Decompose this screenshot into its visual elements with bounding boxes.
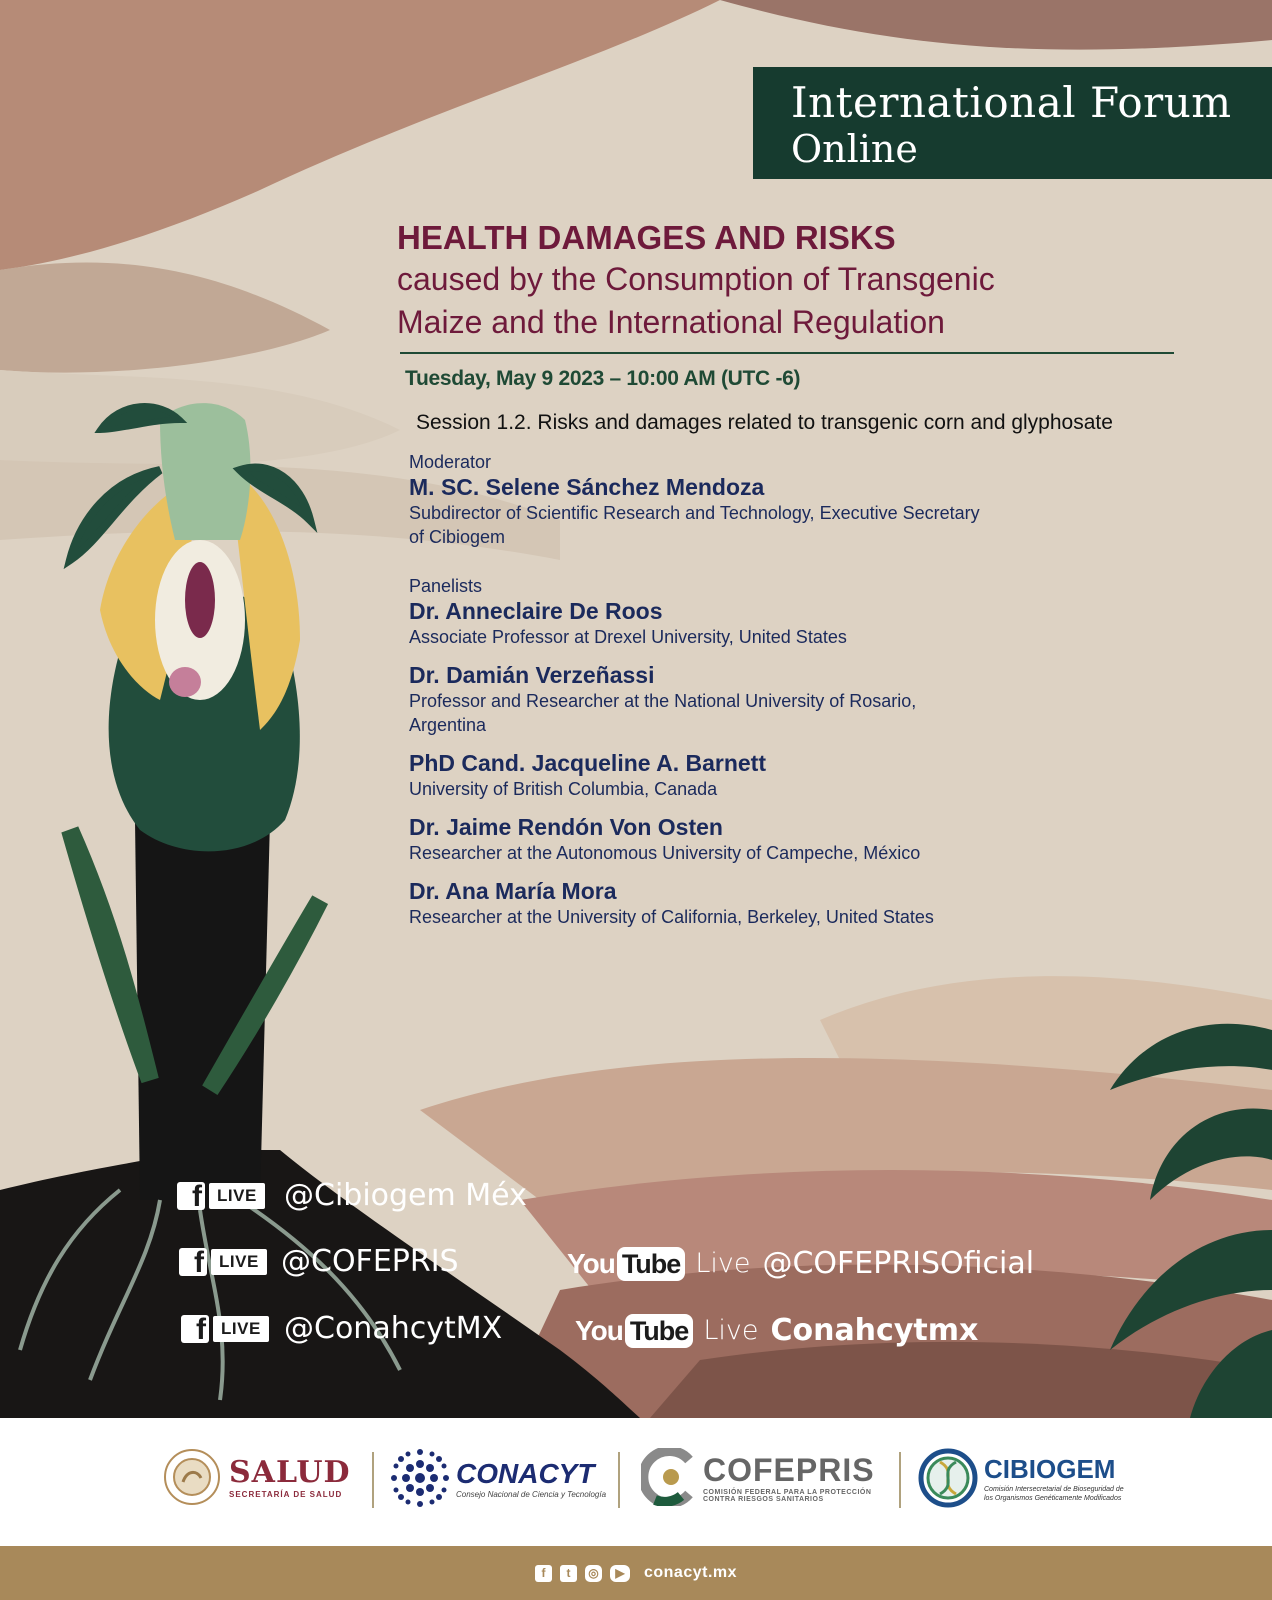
event-date: Tuesday, May 9 2023 – 10:00 AM (UTC -6): [405, 367, 801, 390]
youtube-tube-icon: Tube: [617, 1247, 686, 1281]
youtube-icon[interactable]: ▶: [610, 1565, 630, 1582]
headline: [397, 218, 1197, 344]
people-list: [409, 451, 1129, 929]
logo-separator: [618, 1452, 620, 1508]
headline-line2: caused by the Consumption of Transgenic: [397, 261, 995, 297]
youtube-tube-icon: Tube: [625, 1314, 694, 1348]
forum-banner: [753, 67, 1272, 179]
youtube-live-label: Live: [695, 1248, 751, 1279]
cofepris-sub1: COMISIÓN FEDERAL PARA LA PROTECCIÓN: [703, 1488, 872, 1496]
facebook-live-badge[interactable]: [181, 1313, 269, 1346]
facebook-live-badge[interactable]: [179, 1246, 267, 1279]
youtube-live-link[interactable]: [567, 1246, 1034, 1281]
session-title: Session 1.2. Risks and damages related to transgenic corn and glyphosate: [416, 411, 1113, 434]
twitter-icon[interactable]: t: [560, 1565, 577, 1582]
cofepris-c-icon: [641, 1448, 695, 1506]
moderator-affiliation-1: Subdirector of Scientific Research and Technology, Executive Secretary: [409, 503, 980, 523]
headline-line1: HEALTH DAMAGES AND RISKS: [397, 219, 896, 256]
facebook-handle[interactable]: @Cibiogem Méx: [284, 1178, 527, 1213]
facebook-icon: f: [177, 1182, 205, 1210]
conacyt-dots-icon: [390, 1448, 450, 1508]
live-label: LIVE: [213, 1316, 269, 1342]
website-link[interactable]: conacyt.mx: [643, 1564, 738, 1581]
panelist-affiliation: University of British Columbia, Canada: [409, 779, 718, 799]
panelist-name: Dr. Ana María Mora: [409, 878, 617, 904]
live-label: LIVE: [209, 1183, 265, 1209]
youtube-icon: You: [575, 1314, 623, 1346]
facebook-live-badge[interactable]: [177, 1180, 265, 1213]
footer-bar: [0, 1546, 1272, 1600]
cofepris-name: COFEPRIS: [703, 1451, 875, 1488]
panelist-affiliation: Researcher at the Autonomous University of Campeche, México: [409, 843, 921, 863]
logo-separator: [372, 1452, 374, 1508]
cibiogem-dna-icon: [918, 1448, 978, 1508]
salud-sub: SECRETARÍA DE SALUD: [229, 1490, 343, 1499]
cofepris-sub2: CONTRA RIESGOS SANITARIOS: [703, 1495, 824, 1503]
panelist-name: Dr. Anneclaire De Roos: [409, 598, 663, 624]
logo-cofepris[interactable]: [641, 1448, 875, 1506]
live-label: LIVE: [211, 1249, 267, 1275]
youtube-live-link[interactable]: [575, 1313, 978, 1348]
mexico-seal-icon: [163, 1448, 221, 1506]
headline-line3: Maize and the International Regulation: [397, 304, 945, 340]
facebook-handle[interactable]: @ConahcytMX: [284, 1311, 503, 1346]
forum-subtitle: Online: [791, 127, 918, 171]
cibiogem-sub2: los Organismos Genéticamente Modificados: [984, 1494, 1122, 1502]
panelist-name: Dr. Damián Verzeñassi: [409, 662, 655, 688]
logo-salud[interactable]: [163, 1448, 351, 1506]
youtube-live-label: Live: [703, 1315, 759, 1346]
logo-conacyt[interactable]: [390, 1448, 606, 1508]
panelist-affiliation: Researcher at the University of California, Berkeley, United States: [409, 907, 934, 927]
sponsor-logos: [0, 1418, 1272, 1546]
facebook-icon: f: [181, 1315, 209, 1343]
facebook-handle[interactable]: @COFEPRIS: [281, 1244, 459, 1279]
cibiogem-name: CIBIOGEM: [984, 1453, 1116, 1484]
divider: [400, 352, 1174, 354]
conacyt-name: CONACYT: [456, 1457, 595, 1489]
facebook-icon: f: [179, 1248, 207, 1276]
instagram-icon[interactable]: ◎: [585, 1565, 602, 1582]
cibiogem-sub1: Comisión Intersecretarial de Bioseguridad de: [984, 1485, 1124, 1493]
forum-title: International Forum: [791, 78, 1232, 127]
moderator-affiliation-2: of Cibiogem: [409, 527, 506, 547]
logo-cibiogem[interactable]: [918, 1448, 1124, 1508]
conacyt-sub: Consejo Nacional de Ciencia y Tecnología: [456, 1489, 607, 1499]
moderator-label: Moderator: [409, 452, 492, 472]
logo-separator: [899, 1452, 901, 1508]
panelist-affiliation: Professor and Researcher at the National University of Rosario,: [409, 691, 917, 711]
youtube-icon: You: [567, 1247, 615, 1279]
youtube-handle: @COFEPRISOficial: [762, 1246, 1035, 1281]
moderator-name: M. SC. Selene Sánchez Mendoza: [409, 474, 765, 500]
panelist-name: Dr. Jaime Rendón Von Osten: [409, 814, 723, 840]
panelist-name: PhD Cand. Jacqueline A. Barnett: [409, 750, 766, 776]
facebook-icon[interactable]: f: [535, 1565, 552, 1582]
panelist-affiliation: Argentina: [409, 715, 487, 735]
panelist-affiliation: Associate Professor at Drexel University, United States: [409, 627, 847, 647]
panelists-label: Panelists: [409, 576, 483, 596]
salud-name: SALUD: [229, 1455, 351, 1490]
youtube-handle: Conahcytmx: [770, 1313, 979, 1348]
